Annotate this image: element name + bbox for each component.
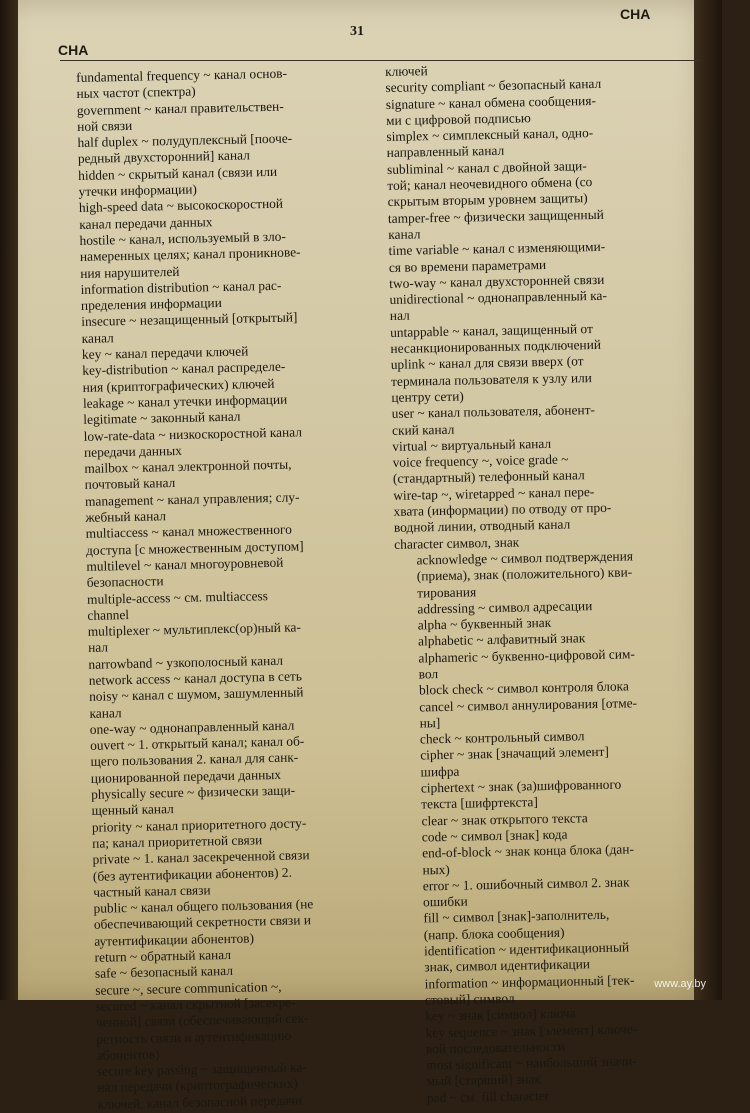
- entry-line: time variable ~ канал с изменяющими-: [388, 239, 606, 259]
- entry-line: multiple-access ~ см. multiaccess: [86, 587, 269, 607]
- entry-line: ми с цифровой подписью: [385, 110, 531, 128]
- entry-line: жебный канал: [85, 508, 167, 525]
- entry-line: (напр. блока сообщения): [423, 924, 565, 943]
- entry-line: терминала пользователя к узлу или: [390, 369, 593, 389]
- entry-line: public ~ канал общего пользования (не: [93, 896, 314, 916]
- entry-line: ретность связи и аутентификацию: [96, 1027, 292, 1047]
- entry-line: subliminal ~ канал с двойной защи-: [386, 157, 587, 177]
- entry-line: check ~ контрольный символ: [419, 728, 585, 747]
- entry-line: return ~ обратный канал: [94, 946, 232, 965]
- entry-line: стовый] символ: [424, 990, 515, 1008]
- entry-line: частный канал связи: [93, 882, 211, 900]
- entry-line: мый [старший] знак: [426, 1071, 542, 1089]
- entry-line: намеренных целях; канал проникнове-: [79, 244, 301, 265]
- entry-line: key ~ канал передачи ключей: [81, 343, 249, 362]
- entry-line: редный двухсторонний] канал: [77, 147, 250, 167]
- entry-line: ченной] связи (обеспечивающий сек-: [95, 1010, 309, 1031]
- entry-line: clear ~ знак открытого текста: [421, 809, 588, 829]
- entry-line: шифра: [420, 763, 460, 780]
- entry-line: ключей: [385, 63, 428, 79]
- entry-line: tamper-free ~ физически защищенный: [387, 206, 604, 226]
- entry-line: signature ~ канал обмена сообщения-: [385, 92, 597, 112]
- entry-line: leakage ~ канал утечки информации: [82, 391, 288, 411]
- entry-line: вой последовательности: [425, 1038, 566, 1057]
- entry-line: government ~ канал правительствен-: [76, 98, 284, 118]
- entry-line: block check ~ символ контроля блока: [418, 678, 629, 698]
- entry-line: multiaccess ~ канал множественного: [85, 521, 292, 542]
- entry-line: security compliant ~ безопасный канал: [385, 76, 602, 96]
- entry-line: channel: [87, 606, 130, 623]
- entry-line: network access ~ канал доступа в сеть: [88, 668, 303, 688]
- entry-line: вол: [418, 666, 439, 682]
- entry-line: ных): [422, 861, 450, 877]
- entry-line: щенный канал: [91, 801, 174, 819]
- entry-line: ключей, канал безопасной передачи: [97, 1092, 303, 1112]
- entry-line: low-rate-data ~ низкоскоростной канал: [83, 423, 303, 444]
- entry-line: user ~ канал пользователя, абонент-: [391, 402, 596, 422]
- guide-word-right: CHA: [620, 6, 651, 22]
- entry-line: insecure ~ незащищенный [открытый]: [81, 309, 298, 330]
- entry-line: multilevel ~ канал многоуровневой: [86, 554, 284, 574]
- entry-line: тирования: [417, 583, 477, 600]
- entry-line: management ~ канал управления; слу-: [84, 489, 300, 509]
- entry-line: priority ~ канал приоритетного досту-: [91, 814, 307, 835]
- entry-line: character символ, знак: [394, 534, 520, 552]
- entry-line: private ~ 1. канал засекреченной связи: [92, 847, 310, 868]
- entry-line: end-of-block ~ знак конца блока (дан-: [422, 841, 635, 861]
- entry-line: ouvert ~ 1. открытый канал; канал об-: [89, 733, 305, 754]
- entry-line: обеспечивающий секретности связи и: [93, 912, 312, 933]
- entry-line: ной связи: [77, 117, 133, 134]
- entry-line: несанкционированных подключений: [390, 336, 602, 356]
- entry-line: центру сети): [391, 388, 464, 405]
- entry-line: physically secure ~ физически защи-: [91, 782, 296, 802]
- entry-line: hidden ~ скрытый канал (связи или: [78, 163, 278, 183]
- entry-line: пределения информации: [80, 295, 222, 314]
- guide-word-left: CHA: [58, 42, 89, 58]
- entry-line: утечки информации): [78, 181, 198, 200]
- entry-line: канал: [388, 226, 421, 242]
- entry-line: simplex ~ симплексный канал, одно-: [386, 125, 594, 145]
- book-gutter-shadow: [0, 0, 18, 1000]
- entry-line: па; канал приоритетной связи: [92, 832, 263, 851]
- entry-line: identification ~ идентификационный: [423, 939, 630, 959]
- entry-line: key sequence ~ знак [элемент] ключе-: [425, 1020, 638, 1040]
- entry-line: ных частот (спектра): [76, 83, 196, 102]
- entry-line: information distribution ~ канал рас-: [80, 277, 282, 297]
- entry-line: alphabetic ~ алфавитный знак: [417, 630, 586, 649]
- entry-line: водной линии, отводный канал: [393, 516, 571, 536]
- entry-line: secure ~, secure communication ~,: [95, 978, 282, 998]
- entry-line: нал передачи (криптографических): [97, 1075, 298, 1096]
- entry-line: (приема), знак (положительного) кви-: [416, 564, 633, 584]
- entry-line: ский канал: [391, 421, 455, 438]
- entry-line: той; канал неочевидного обмена (со: [387, 174, 593, 194]
- entry-line: нал: [389, 308, 410, 324]
- entry-line: аутентификации абонентов): [94, 930, 255, 949]
- entry-line: wire-tap ~, wiretapped ~ канал пере-: [393, 483, 595, 503]
- entry-line: хвата (информации) по отводу от про-: [393, 499, 612, 519]
- entry-line: uplink ~ канал для связи вверх (от: [390, 353, 584, 373]
- watermark: www.ay.by: [654, 978, 706, 990]
- entry-line: щего пользования 2. канал для санк-: [90, 749, 299, 770]
- entry-line: legitimate ~ законный канал: [83, 408, 241, 428]
- entry-line: narrowband ~ узкополосный канал: [88, 652, 284, 672]
- entry-line: ны]: [419, 714, 441, 731]
- entry-line: unidirectional ~ однонаправленный ка-: [389, 287, 607, 308]
- entry-line: alphameric ~ буквенно-цифровой сим-: [418, 646, 635, 666]
- entry-line: one-way ~ однонаправленный канал: [89, 717, 295, 737]
- entry-line: multiplexer ~ мультиплекс(ор)ный ка-: [87, 619, 302, 639]
- entry-line: доступа [с множественным доступом]: [85, 537, 304, 558]
- entry-line: направленный канал: [386, 143, 505, 161]
- entry-line: pad ~ см. fill character: [426, 1087, 550, 1106]
- entry-line: cancel ~ символ аннулирования [отме-: [419, 694, 638, 715]
- entry-line: alpha ~ буквенный знак: [417, 615, 552, 633]
- entry-line: безопасности: [86, 573, 164, 591]
- entry-line: скрытым вторым уровнем защиты): [387, 190, 588, 210]
- entry-line: fundamental frequency ~ канал основ-: [76, 65, 288, 85]
- entry-line: untappable ~ канал, защищенный от: [390, 320, 593, 340]
- entry-line: acknowledge ~ символ подтверждения: [416, 548, 634, 568]
- entry-line: most significant ~ наибольший значи-: [426, 1053, 637, 1073]
- entry-line: ционированной передачи данных: [90, 766, 282, 786]
- entry-line: ся во времени параметрами: [388, 256, 547, 275]
- entry-line: hostile ~ канал, используемый в зло-: [79, 228, 287, 248]
- entry-line: ния (криптографических) ключей: [82, 375, 275, 395]
- entry-line: key-distribution ~ канал распределе-: [82, 359, 286, 379]
- entry-line: (без аутентификации абонентов) 2.: [92, 864, 292, 884]
- entry-line: mailbox ~ канал электронной почты,: [84, 456, 292, 477]
- entry-line: two-way ~ канал двухсторонней связи: [389, 271, 605, 291]
- entry-line: secured ~ канал скрытной [засекре-: [95, 994, 296, 1014]
- entry-line: voice frequency ~, voice grade ~: [392, 451, 569, 471]
- entry-line: абонентов): [96, 1046, 160, 1063]
- entry-line: error ~ 1. ошибочный символ 2. знак: [422, 874, 630, 894]
- entry-line: safe ~ безопасный канал: [94, 963, 234, 982]
- entry-line: code ~ символ [знак] кода: [421, 826, 568, 845]
- entry-line: fill ~ символ [знак]-заполнитель,: [423, 907, 610, 926]
- entry-line: знак, символ идентификации: [424, 956, 591, 975]
- entry-line: ошибки: [422, 893, 468, 910]
- entry-line: secure key passing ~ защищенный ка-: [96, 1059, 307, 1079]
- entry-line: канал: [89, 704, 122, 721]
- entry-line: addressing ~ символ адресации: [417, 597, 593, 617]
- entry-line: half duplex ~ полудуплексный [пооче-: [77, 130, 293, 151]
- entry-line: virtual ~ виртуальный канал: [392, 435, 552, 454]
- entry-line: канал: [81, 330, 114, 346]
- entry-line: ния нарушителей: [80, 263, 180, 281]
- left-column: [76, 64, 408, 1113]
- entry-line: key ~ знак [символ] ключа: [425, 1005, 576, 1024]
- entry-line: текста [шифртекста]: [421, 794, 539, 812]
- right-column: [385, 58, 705, 1107]
- entry-line: передачи данных: [83, 442, 182, 460]
- entry-line: ciphertext ~ знак (за)шифрованного: [420, 776, 622, 796]
- entry-line: high-speed data ~ высокоскоростной: [78, 196, 284, 216]
- entry-line: (стандартный) телефонный канал: [392, 467, 585, 487]
- entry-line: cipher ~ знак [значащий элемент]: [420, 744, 610, 763]
- entry-line: information ~ информационный [тек-: [424, 972, 635, 992]
- entry-line: нал: [87, 639, 109, 656]
- entry-line: почтовый канал: [84, 475, 176, 493]
- entry-line: канал передачи данных: [79, 213, 213, 232]
- entry-line: noisy ~ канал с шумом, зашумленный: [88, 684, 304, 705]
- page-number: 31: [350, 24, 364, 39]
